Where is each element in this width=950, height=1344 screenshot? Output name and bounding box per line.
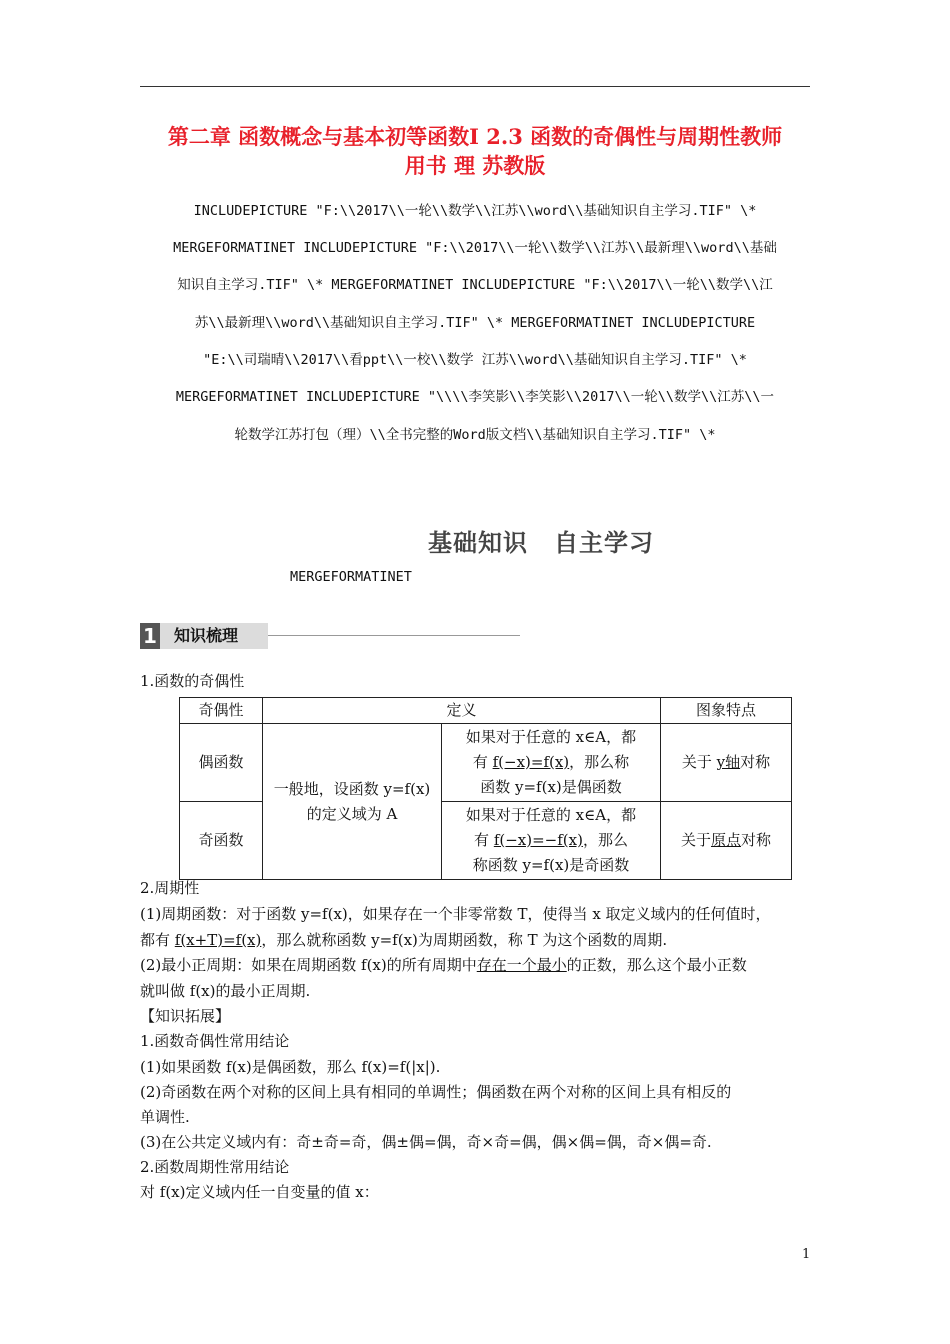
paragraph-text: (2)最小正周期：如果在周期函数 f(x)的所有周期中: [140, 956, 477, 974]
definition-text: ，那么: [582, 831, 628, 849]
feature-keyword: 原点: [710, 831, 741, 849]
field-code-line: INCLUDEPICTURE "F:\\2017\\一轮\\数学\\江苏\\word\\基础知识自主学习.TIF" \*: [193, 203, 757, 219]
merge-field-text: MERGEFORMATINET: [290, 569, 412, 585]
paragraph-line: 单调性.: [140, 1108, 190, 1126]
document-title: [130, 122, 820, 180]
min-period-keyword: 存在一个最小: [476, 956, 567, 974]
definition-line: 如果对于任意的 x∈A，都: [465, 806, 637, 824]
feature-keyword: y轴: [716, 753, 741, 771]
paragraph-line: (2)奇函数在两个对称的区间上具有相同的单调性；偶函数在两个对称的区间上具有相反的: [140, 1083, 732, 1101]
definition-text: ，那么称: [569, 753, 630, 771]
subsection-title: 1.函数奇偶性常用结论: [140, 1032, 290, 1050]
extension-title: 【知识拓展】: [140, 1007, 231, 1025]
table-header-cell: 奇偶性: [180, 698, 263, 724]
feature-text: 关于: [681, 753, 717, 771]
feature-cell: [661, 724, 792, 802]
definition-line: [446, 828, 656, 853]
feature-cell: [661, 802, 792, 880]
header-rule: [140, 86, 810, 87]
periodic-condition: f(x+T)=f(x): [174, 931, 262, 949]
title-line-1: 第二章 函数概念与基本初等函数Ⅰ 2.3 函数的奇偶性与周期性教师: [167, 124, 783, 149]
section-badge-rule: [268, 635, 520, 636]
paragraph-line: [140, 930, 667, 950]
paragraph-text: 都有: [140, 931, 175, 949]
section-heading: [428, 523, 654, 558]
table-header-row: [180, 698, 792, 724]
parity-table: [179, 697, 792, 880]
section-heading-a: 基础知识: [428, 529, 528, 557]
paragraph-line: [140, 955, 747, 975]
subsection-title: 2.函数周期性常用结论: [140, 1158, 290, 1176]
subsection-title: 1.函数的奇偶性: [140, 672, 245, 690]
definition-text: 有: [472, 753, 493, 771]
definition-text: 有: [474, 831, 494, 849]
definition-cell: [442, 724, 661, 802]
section-badge-number: 1: [140, 623, 160, 649]
paragraph-line: (1)如果函数 f(x)是偶函数，那么 f(x)=f(|x|).: [140, 1058, 441, 1076]
field-code-line: 苏\\最新理\\word\\基础知识自主学习.TIF" \* MERGEFORMATINET INCLUDEPICTURE: [194, 315, 756, 331]
field-code-line: MERGEFORMATINET INCLUDEPICTURE "F:\\2017\\一轮\\数学\\江苏\\最新理\\word\\基础: [173, 240, 777, 256]
feature-text: 对称: [740, 753, 771, 771]
paragraph-line: (1)周期函数：对于函数 y=f(x)，如果存在一个非零常数 T，使得当 x 取定义域内的任何值时，: [140, 905, 771, 923]
definition-line: 函数 y=f(x)是偶函数: [480, 778, 622, 796]
field-code-line: MERGEFORMATINET INCLUDEPICTURE "\\\\李笑影\\李笑影\\2017\\一轮\\数学\\江苏\\一: [175, 389, 775, 405]
section-heading-b: 自主学习: [554, 529, 654, 557]
odd-condition: f(−x)=−f(x): [493, 831, 583, 849]
definition-line: [446, 750, 656, 775]
table-header-cell: 定义: [263, 698, 661, 724]
field-code-line: "E:\\司瑞晴\\2017\\看ppt\\一校\\数学 江苏\\word\\基础知识自主学习.TIF" \*: [203, 352, 747, 368]
table-row: [180, 724, 792, 802]
paragraph-line: 就叫做 f(x)的最小正周期.: [140, 982, 311, 1000]
row-name-cell: 偶函数: [180, 724, 263, 802]
paragraph-line: (3)在公共定义域内有：奇±奇=奇，偶±偶=偶，奇×奇=偶，偶×偶=偶，奇×偶=奇.: [140, 1133, 712, 1151]
table-header-cell: 图象特点: [661, 698, 792, 724]
row-name-cell: 奇函数: [180, 802, 263, 880]
title-line-2: 用书 理 苏教版: [404, 153, 546, 178]
paragraph-text: ，那么就称函数 y=f(x)为周期函数，称 T 为这个函数的周期.: [261, 931, 668, 949]
common-definition-cell: 一般地，设函数 y=f(x)的定义域为 A: [263, 724, 442, 880]
field-code-line: 轮数学江苏打包（理）\\全书完整的Word版文档\\基础知识自主学习.TIF" \*: [234, 427, 716, 443]
paragraph-line: 对 f(x)定义域内任一自变量的值 x：: [140, 1183, 379, 1201]
page-number: 1: [802, 1247, 811, 1262]
definition-line: 称函数 y=f(x)是奇函数: [472, 856, 630, 874]
even-condition: f(−x)=f(x): [492, 753, 570, 771]
definition-cell: [442, 802, 661, 880]
section-badge-label: 知识梳理: [160, 623, 268, 649]
feature-text: 关于: [680, 831, 711, 849]
field-code-line: 知识自主学习.TIF" \* MERGEFORMATINET INCLUDEPICTURE "F:\\2017\\一轮\\数学\\江: [177, 277, 773, 293]
subsection-title: 2.周期性: [140, 879, 200, 897]
definition-line: 如果对于任意的 x∈A，都: [465, 728, 637, 746]
feature-text: 对称: [741, 831, 772, 849]
paragraph-text: 的正数，那么这个最小正数: [566, 956, 747, 974]
